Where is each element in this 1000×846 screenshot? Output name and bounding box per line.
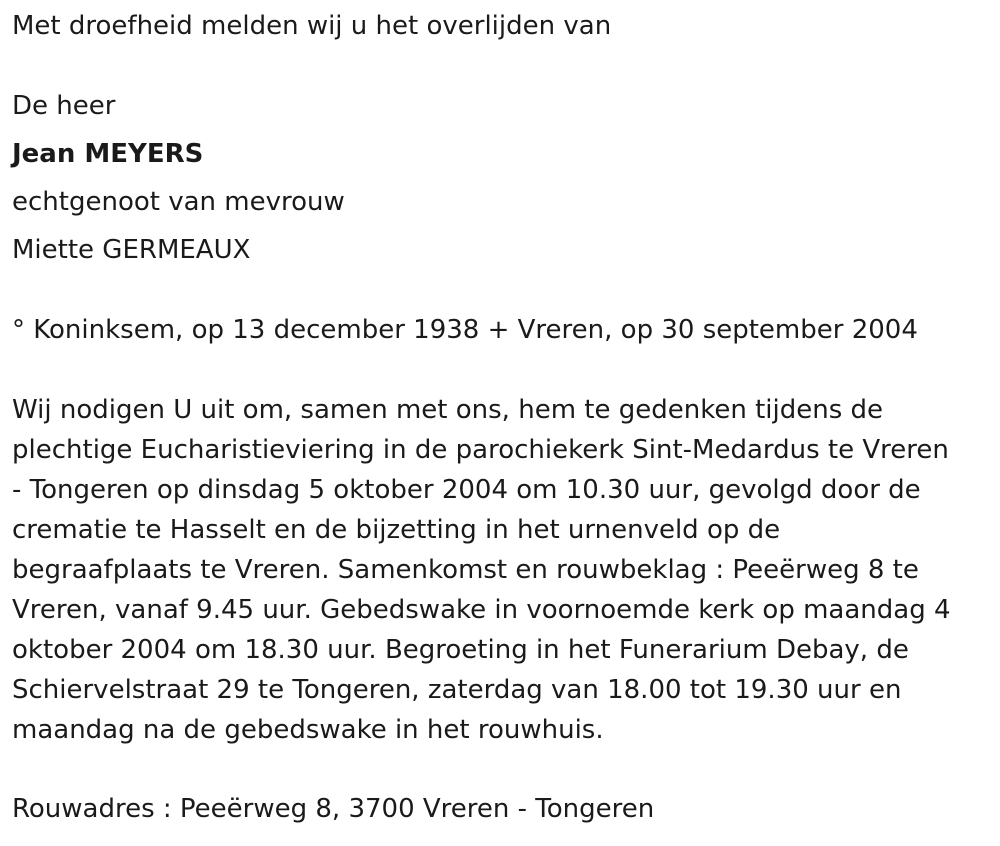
invitation-line: oktober 2004 om 18.30 uur. Begroeting in het Funerarium Debay, de xyxy=(12,635,909,665)
deceased-name: Jean MEYERS xyxy=(12,139,204,169)
invitation-line: maandag na de gebedswake in het rouwhuis. xyxy=(12,715,604,745)
intro-text: Met droefheid melden wij u het overlijden van xyxy=(12,11,612,41)
mourning-address: Rouwadres : Peeërweg 8, 3700 Vreren - Tongeren xyxy=(12,794,655,824)
invitation-line: crematie te Hasselt en de bijzetting in het urnenveld op de xyxy=(12,515,781,545)
invitation-line: Schiervelstraat 29 te Tongeren, zaterdag van 18.00 tot 19.30 uur en xyxy=(12,675,902,705)
invitation-line: begraafplaats te Vreren. Samenkomst en rouwbeklag : Peeërweg 8 te xyxy=(12,555,919,585)
invitation-line: plechtige Eucharistieviering in de parochiekerk Sint-Medardus te Vreren xyxy=(12,435,949,465)
invitation-line: Vreren, vanaf 9.45 uur. Gebedswake in voornoemde kerk op maandag 4 xyxy=(12,595,951,625)
birth-death-dates: ° Koninksem, op 13 december 1938 + Vreren, op 30 september 2004 xyxy=(12,315,918,345)
invitation-line: Wij nodigen U uit om, samen met ons, hem te gedenken tijdens de xyxy=(12,395,884,425)
invitation-line: - Tongeren op dinsdag 5 oktober 2004 om 10.30 uur, gevolgd door de xyxy=(12,475,921,505)
spouse-label: echtgenoot van mevrouw xyxy=(12,187,345,217)
spouse-name: Miette GERMEAUX xyxy=(12,235,251,265)
title-text: De heer xyxy=(12,91,116,121)
invitation-paragraph xyxy=(12,390,951,750)
